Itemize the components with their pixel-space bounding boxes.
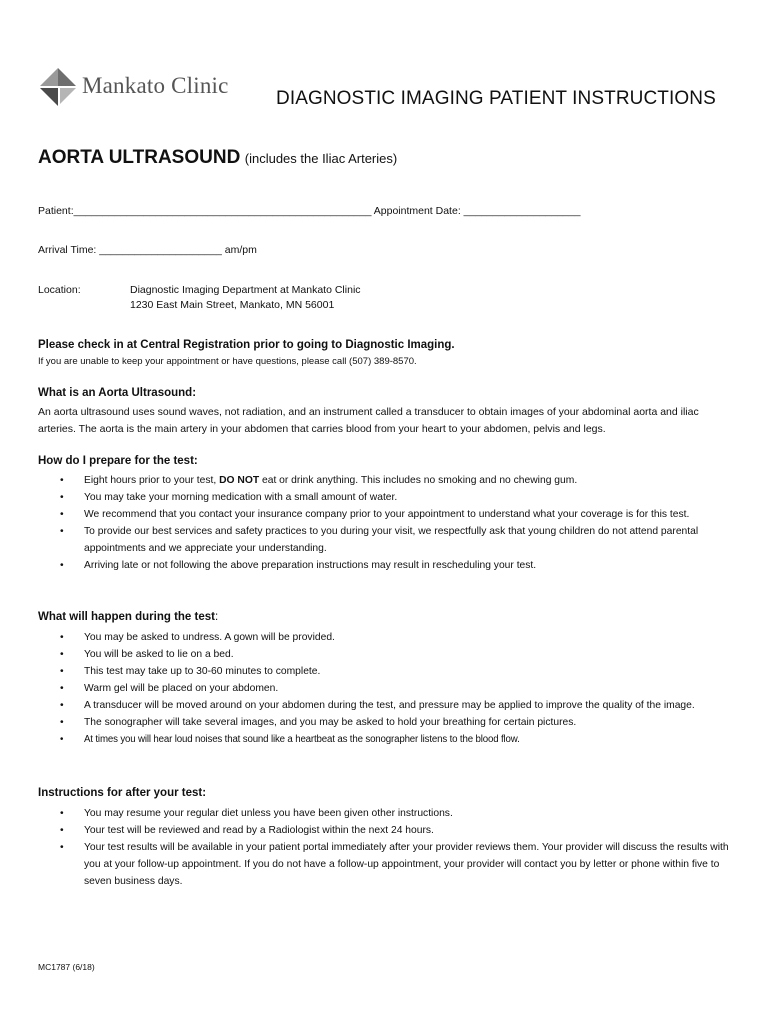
during-list (38, 629, 734, 748)
clinic-logo (38, 66, 238, 110)
list-item (38, 714, 734, 731)
bullet-icon: • (60, 700, 64, 711)
during-heading (38, 611, 218, 623)
after-heading: Instructions for after your test: (38, 787, 207, 799)
list-item-text: Your test will be reviewed and read by a Radiologist within the next 24 hours. (84, 825, 434, 836)
list-item (38, 557, 734, 574)
list-item (38, 822, 734, 839)
bullet-icon: • (60, 666, 64, 677)
list-item (38, 839, 734, 890)
patient-field-line: Patient:___________________________________________________ Appointment Date: ____________________ (38, 205, 581, 217)
list-item-text: You may resume your regular diet unless you have been given other instructions. (84, 808, 453, 819)
checkin-heading: Please check in at Central Registration prior to going to Diagnostic Imaging. (38, 339, 455, 351)
list-item-emphasis: DO NOT (219, 475, 260, 486)
prepare-list (38, 472, 734, 574)
list-item-text: A transducer will be moved around on your abdomen during the test, and pressure may be applied to improve the quality of the image. (84, 700, 695, 711)
list-item-text: You may be asked to undress. A gown will be provided. (84, 632, 335, 643)
what-is-paragraph: An aorta ultrasound uses sound waves, not radiation, and an instrument called a transducer to obtain images of your abdominal aorta and iliac arteries. The aorta is the main artery in your abdomen that carries blood from your heart to your abdomen, pelvis and legs. (38, 406, 699, 435)
list-item-text: To provide our best services and safety practices to you during your visit, we respectfully ask that young children do not attend parental appointments and we appreciate your understanding. (84, 526, 699, 554)
during-heading-text: What will happen during the test (38, 611, 215, 623)
bullet-icon: • (60, 842, 64, 853)
test-title-main: AORTA ULTRASOUND (38, 147, 241, 168)
bullet-icon: • (60, 825, 64, 836)
list-item (38, 489, 734, 506)
bullet-icon: • (60, 683, 64, 694)
bullet-icon: • (60, 475, 64, 486)
what-is-heading: What is an Aorta Ultrasound: (38, 387, 197, 399)
bullet-icon: • (60, 717, 64, 728)
bullet-icon: • (60, 560, 64, 571)
form-code: MC1787 (6/18) (38, 962, 95, 972)
test-title-subtitle: (includes the Iliac Arteries) (244, 151, 398, 166)
list-item (38, 629, 734, 646)
list-item-text: We recommend that you contact your insurance company prior to your appointment to understand what your coverage is for this test. (84, 509, 690, 520)
bullet-icon: • (60, 509, 64, 520)
list-item-text: You will be asked to lie on a bed. (84, 649, 234, 660)
during-heading-colon: : (214, 611, 219, 623)
list-item-text: eat or drink anything. This includes no smoking and no chewing gum. (259, 475, 578, 486)
list-item-text: Warm gel will be placed on your abdomen. (84, 683, 279, 694)
checkin-note: If you are unable to keep your appointment or have questions, please call (507) 389-8570. (38, 356, 417, 367)
clinic-logo-text: Mankato Clinic (82, 73, 229, 98)
bullet-icon: • (60, 734, 64, 745)
list-item-text: You may take your morning medication with a small amount of water. (84, 492, 398, 503)
bullet-icon: • (60, 808, 64, 819)
list-item (38, 805, 734, 822)
bullet-icon: • (60, 632, 64, 643)
list-item (38, 663, 734, 680)
list-item-text: The sonographer will take several images, and you may be asked to hold your breathing for certain pictures. (84, 717, 577, 728)
list-item (38, 506, 734, 523)
location-label: Location: (38, 284, 81, 296)
location-line-1: Diagnostic Imaging Department at Mankato Clinic (130, 284, 361, 296)
after-list (38, 805, 734, 890)
list-item-text: This test may take up to 30-60 minutes to complete. (84, 666, 321, 677)
list-item-text: Eight hours prior to your test, (84, 475, 220, 486)
list-item (38, 523, 734, 557)
bullet-icon: • (60, 526, 64, 537)
list-item-text: Arriving late or not following the above preparation instructions may result in rescheduling your test. (84, 560, 537, 571)
list-item-text: Your test results will be available in your patient portal immediately after your provider reviews them. Your provider will discuss the results with you at your follow-up appointment. If you do not have a follow-up appointment, your provider will contact you by letter or phone within five to seven business days. (84, 842, 729, 887)
list-item (38, 680, 734, 697)
location-line-2: 1230 East Main Street, Mankato, MN 56001 (130, 299, 335, 311)
bullet-icon: • (60, 492, 64, 503)
list-item (38, 697, 734, 714)
list-item (38, 731, 734, 748)
list-item (38, 646, 734, 663)
arrival-time-field-line: Arrival Time: _____________________ am/pm (38, 244, 257, 256)
clinic-logo-icon (38, 66, 78, 110)
bullet-icon: • (60, 649, 64, 660)
test-title (38, 147, 397, 169)
list-item-text: At times you will hear loud noises that sound like a heartbeat as the sonographer listens to the blood flow. (84, 734, 520, 745)
document-title: DIAGNOSTIC IMAGING PATIENT INSTRUCTIONS (276, 88, 716, 109)
prepare-heading: How do I prepare for the test: (38, 455, 198, 467)
list-item (38, 472, 734, 489)
